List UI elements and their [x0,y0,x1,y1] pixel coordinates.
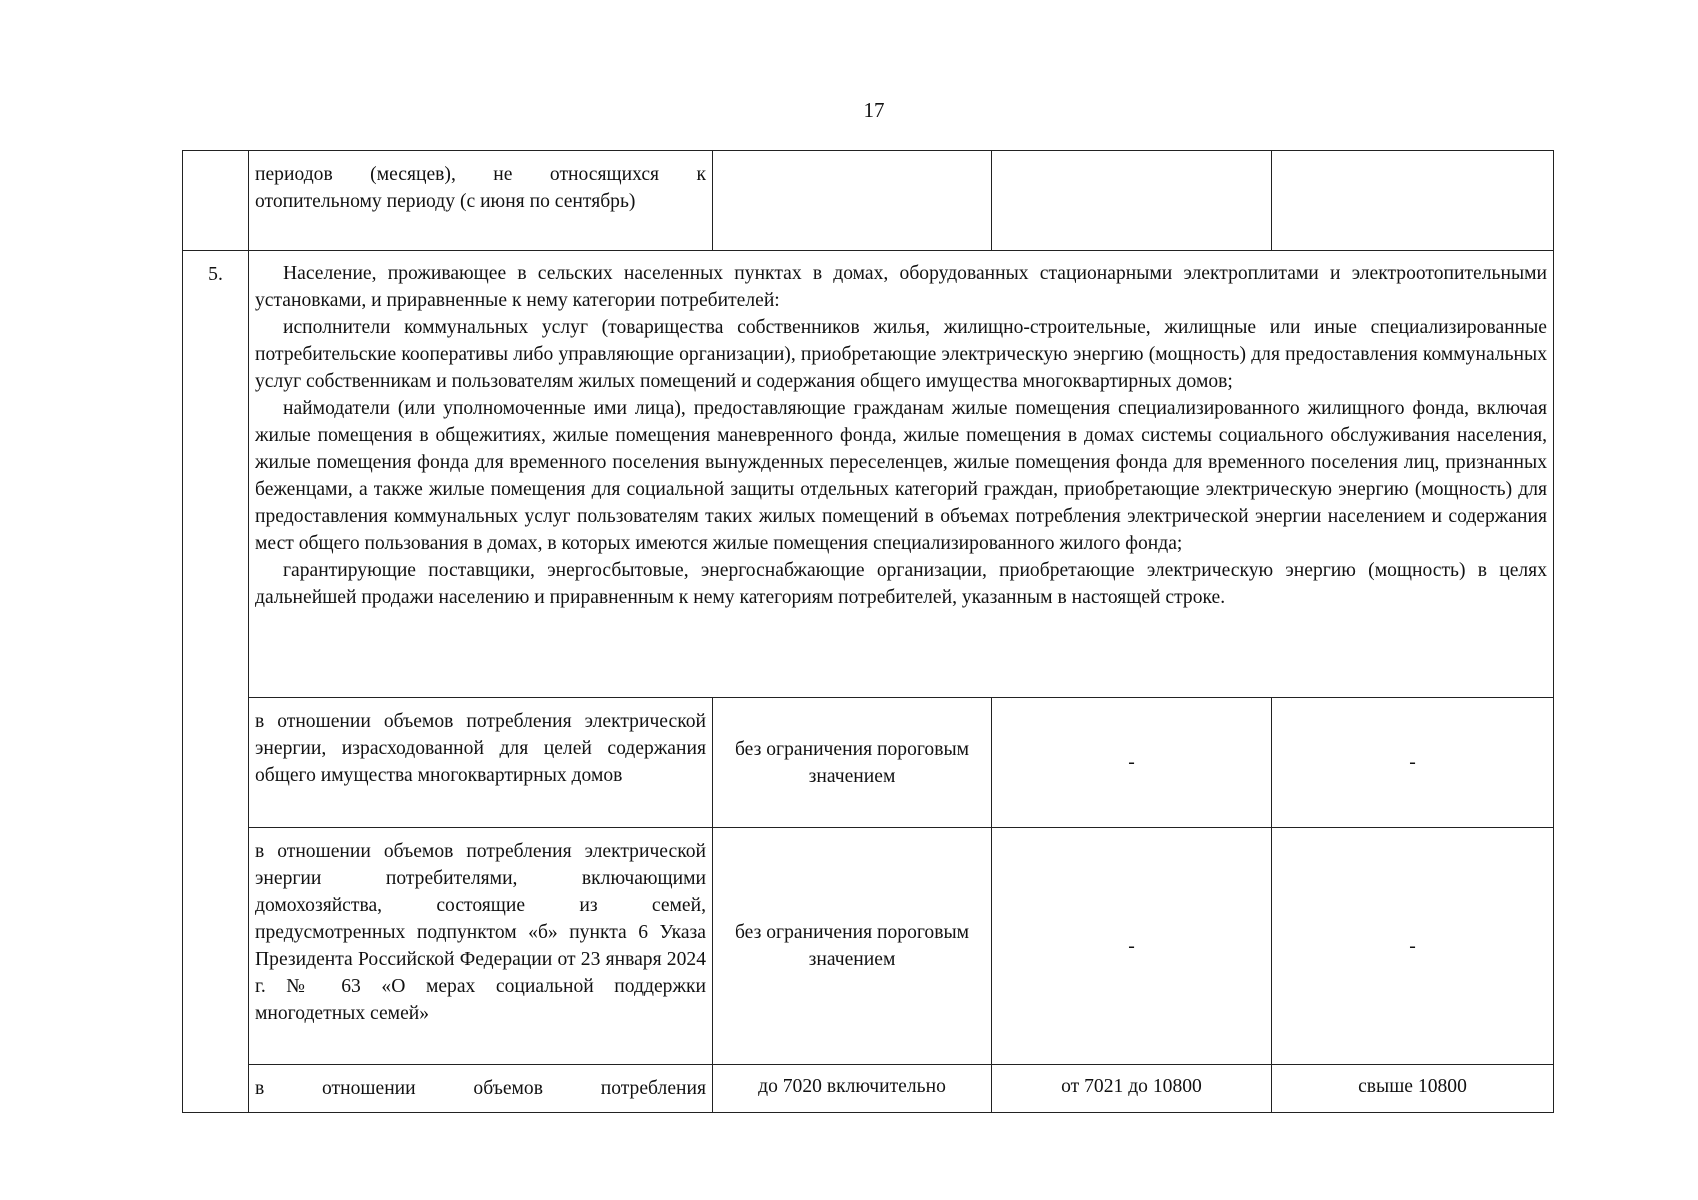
value-cell-3: свыше 10800 [1272,1065,1554,1113]
description-paragraph: Население, проживающее в сельских населенных пунктах в домах, оборудованных стационарными электроплитами и электроотопительными установками, и приравненные к нему категории потребителей: [255,263,1547,311]
condition-cell: в отношении объемов потребления [249,1065,713,1113]
table-row-continuation [183,151,1554,251]
value-cell-1 [713,151,992,251]
value-cell-2: - [992,698,1272,828]
value-cell-2: - [992,828,1272,1065]
table-row-5-header [183,251,1554,698]
description-paragraph: гарантирующие поставщики, энергосбытовые, энергоснабжающие организации, приобретающие электрическую энергию (мощность) в целях дальнейшей продажи населению и приравненным к нему категориям потребителей, указанным в настоящей строке. [255,560,1547,608]
description-paragraph: исполнители коммунальных услуг (товарищества собственников жилья, жилищно-строительные, жилищные или иные специализированные потребительские кооперативы либо управляющие организации), приобретающие электрическую энергию (мощность) для предоставления коммунальных услуг собственникам и пользователям жилых помещений и содержания общего имущества многоквартирных домов; [255,317,1547,392]
condition-cell: в отношении объемов потребления электрической энергии, израсходованной для целей содержания общего имущества многоквартирных домов [249,698,713,828]
number-cell-empty [183,151,249,251]
value-cell-1: без ограничения пороговым значением [713,698,992,828]
value-cell-3: - [1272,698,1554,828]
value-cell-2: от 7021 до 10800 [992,1065,1272,1113]
value-cell-3 [1272,151,1554,251]
value-cell-3: - [1272,828,1554,1065]
value-cell-1: до 7020 включительно [713,1065,992,1113]
table-row-subrow-2 [183,828,1554,1065]
row-number: 5. [183,251,249,1113]
condition-cell: периодов (месяцев), не относящихся к отопительному периоду (с июня по сентябрь) [249,151,713,251]
value-cell-2 [992,151,1272,251]
value-cell-1: без ограничения пороговым значением [713,828,992,1065]
tariff-table [182,150,1554,1113]
page-number: 17 [863,98,885,122]
table-row-subrow-3 [183,1065,1554,1113]
condition-cell: в отношении объемов потребления электрической энергии потребителями, включающими домохозяйства, состоящие из семей, предусмотренных подпунктом «б» пункта 6 Указа Президента Российской Федерации от 23 января 2024 г. № 63 «О мерах социальной поддержки многодетных семей» [249,828,713,1065]
description-paragraph: наймодатели (или уполномоченные ими лица), предоставляющие гражданам жилые помещения специализированного жилищного фонда, включая жилые помещения в общежитиях, жилые помещения маневренного фонда, жилые помещения в домах системы социального обслуживания населения, жилые помещения фонда для временного поселения вынужденных переселенцев, жилые помещения фонда для временного поселения лиц, признанных беженцами, а также жилые помещения для социальной защиты отдельных категорий граждан, приобретающие электрическую энергию (мощность) для предоставления коммунальных услуг пользователям таких жилых помещений в объемах потребления электрической энергии населением и содержания мест общего пользования в домах, в которых имеются жилые помещения специализированного жилого фонда; [255,398,1547,554]
table-row-subrow-1 [183,698,1554,828]
row-5-description [249,251,1554,698]
